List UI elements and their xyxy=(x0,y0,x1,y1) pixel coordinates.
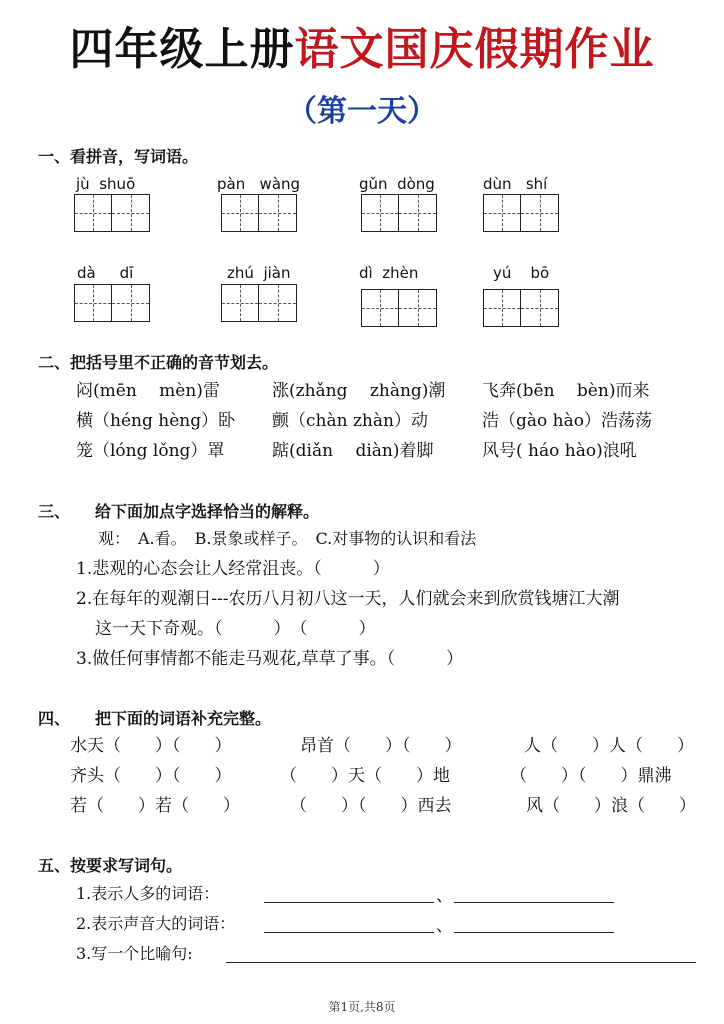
pinyin-4: dùn shí xyxy=(483,175,548,193)
s4-r2-c2: （ ）天（ ）地 xyxy=(280,766,450,786)
section3-heading: 给下面加点字选择恰当的解释。 xyxy=(95,502,320,521)
section4-heading: 把下面的词语补充完整。 xyxy=(95,709,272,728)
answer-grid-4[interactable] xyxy=(483,194,559,232)
s4-r3-c1: 若（ ）若（ ） xyxy=(70,796,240,816)
answer-grid-1[interactable] xyxy=(74,194,150,232)
pinyin-6: zhú jiàn xyxy=(227,264,291,282)
pinyin-7: dì zhèn xyxy=(359,264,419,282)
s3-q1: 1.悲观的心态会让人经常沮丧。（ ） xyxy=(76,559,390,579)
s2-r3-c3: 风号( háo hào)浪吼 xyxy=(482,441,637,461)
s3-q2b: 这一天下奇观。（ ） （ ） xyxy=(95,619,376,639)
s5-q1-sep: 、 xyxy=(436,886,453,906)
pinyin-8: yú bō xyxy=(493,264,550,282)
answer-grid-3[interactable] xyxy=(361,194,437,232)
s3-q2a: 2.在每年的观潮日---农历八月初八这一天，人们就会来到欣赏钱塘江大潮 xyxy=(76,589,620,609)
answer-grid-5[interactable] xyxy=(74,284,150,322)
section2-heading: 二、把括号里不正确的音节划去。 xyxy=(38,353,279,372)
s2-r3-c2: 踮(diǎn diàn)着脚 xyxy=(272,441,434,461)
pinyin-1: jù shuō xyxy=(76,175,136,193)
s5-q3: 3.写一个比喻句: xyxy=(76,944,193,963)
s2-r3-c1: 笼（lóng lǒng）罩 xyxy=(76,441,225,461)
s5-q2-blank-1[interactable] xyxy=(264,932,434,933)
s2-r2-c3: 浩（gào hào）浩荡荡 xyxy=(482,411,652,431)
section3-number: 三、 xyxy=(38,502,71,521)
s5-q1-blank-2[interactable] xyxy=(454,902,614,903)
answer-grid-2[interactable] xyxy=(221,194,297,232)
section5-heading: 五、按要求写词句。 xyxy=(38,856,183,875)
section4-number: 四、 xyxy=(38,709,71,728)
s5-q2-blank-2[interactable] xyxy=(454,932,614,933)
s2-r2-c2: 颤（chàn zhàn）动 xyxy=(272,411,428,431)
s2-r2-c1: 横（héng hèng）卧 xyxy=(76,411,236,431)
page-footer: 第1页,共8页 xyxy=(328,1000,396,1014)
answer-grid-8[interactable] xyxy=(483,289,559,327)
s3-options: 观： A.看。 B.景象或样子。 C.对事物的认识和看法 xyxy=(98,529,477,548)
day-subtitle: （第一天） xyxy=(287,94,437,129)
s4-r1-c2: 昂首（ ）（ ） xyxy=(300,736,462,756)
s5-q3-blank[interactable] xyxy=(226,962,696,963)
s3-q3: 3.做任何事情都不能走马观花,草草了事。（ ） xyxy=(76,649,464,669)
s2-r1-c1: 闷(mēn mèn)雷 xyxy=(76,381,220,401)
page-title: 四年级上册语文国庆假期作业 xyxy=(69,24,655,75)
answer-grid-6[interactable] xyxy=(221,284,297,322)
s4-r2-c3: （ ）（ ）鼎沸 xyxy=(510,766,672,786)
pinyin-3: gǔn dòng xyxy=(359,175,435,193)
s5-q2: 2.表示声音大的词语： xyxy=(76,914,236,933)
s2-r1-c3: 飞奔(bēn bèn)而来 xyxy=(482,381,650,401)
s4-r2-c1: 齐头（ ）（ ） xyxy=(70,766,232,786)
s5-q1-blank-1[interactable] xyxy=(264,902,434,903)
pinyin-5: dà dī xyxy=(77,264,134,282)
section1-heading: 一、看拼音，写词语。 xyxy=(38,147,199,166)
s2-r1-c2: 涨(zhǎng zhàng)潮 xyxy=(272,381,446,401)
s4-r1-c3: 人（ ）人（ ） xyxy=(524,736,694,756)
s5-q1: 1.表示人多的词语： xyxy=(76,884,220,903)
s5-q2-sep: 、 xyxy=(436,916,453,936)
pinyin-2: pàn wàng xyxy=(217,175,301,193)
s4-r3-c3: 风（ ）浪（ ） xyxy=(526,796,696,816)
s4-r1-c1: 水天（ ）（ ） xyxy=(70,736,232,756)
s4-r3-c2: （ ）（ ）西去 xyxy=(290,796,452,816)
answer-grid-7[interactable] xyxy=(361,289,437,327)
